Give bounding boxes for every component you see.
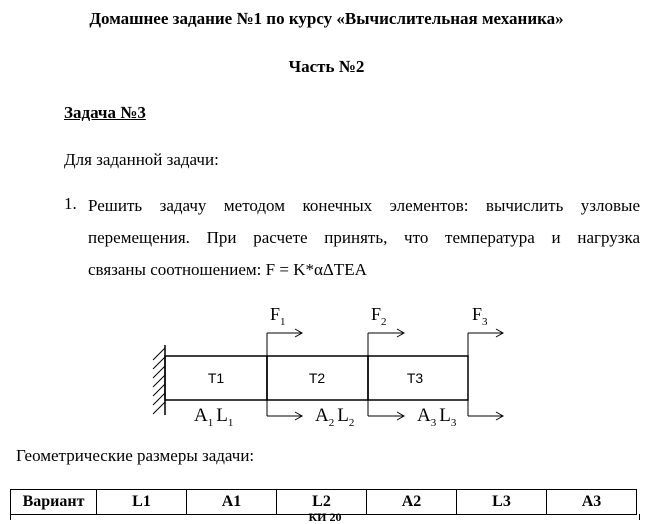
- element-1-label: T1: [207, 370, 225, 386]
- force-arrows-top: [267, 329, 503, 356]
- list-item: [88, 190, 640, 286]
- geometry-heading: Геометрические размеры задачи:: [16, 446, 255, 465]
- list-item-line: связаны соотношением: F = K*αΔTEA: [88, 260, 367, 279]
- list-item-number: 1.: [64, 194, 77, 213]
- variant-group-label: КИ 20: [308, 510, 342, 524]
- column-header-a1: A1: [187, 490, 277, 515]
- document-title: Домашнее задание №1 по курсу «Вычислительная механика»: [89, 9, 564, 28]
- element-3-label: T3: [406, 370, 424, 386]
- column-header-l2: L2: [277, 490, 367, 515]
- task-heading: Задача №3: [64, 103, 146, 122]
- element-1-dims: $A_1$ $L_1$: [194, 405, 234, 429]
- element-3-dims: $A_3$ $L_3$: [417, 405, 457, 429]
- list-item-line: перемещения. При расчете принять, что температура и нагрузка: [88, 228, 640, 247]
- table-row: [10, 510, 640, 524]
- bar-diagram: [0, 290, 653, 440]
- column-header-l1: L1: [97, 490, 187, 515]
- force-1-label: $F_1$: [270, 304, 286, 328]
- element-2-dims: $A_2$ $L_2$: [315, 405, 355, 429]
- part-heading: Часть №2: [288, 57, 365, 76]
- list-item-line: Решить задачу методом конечных элементов: вычислить узловые: [88, 196, 640, 215]
- wall-hatching: [153, 348, 165, 414]
- force-3-label: $F_3$: [472, 304, 488, 328]
- column-header-a3: A3: [547, 490, 637, 515]
- column-header-a2: A2: [367, 490, 457, 515]
- force-2-label: $F_2$: [371, 304, 387, 328]
- task-intro: Для заданной задачи:: [64, 150, 219, 169]
- node-markers-bottom: [267, 400, 503, 420]
- column-header-l3: L3: [457, 490, 547, 515]
- element-2-label: T2: [308, 370, 326, 386]
- column-header-variant: Вариант: [11, 490, 97, 515]
